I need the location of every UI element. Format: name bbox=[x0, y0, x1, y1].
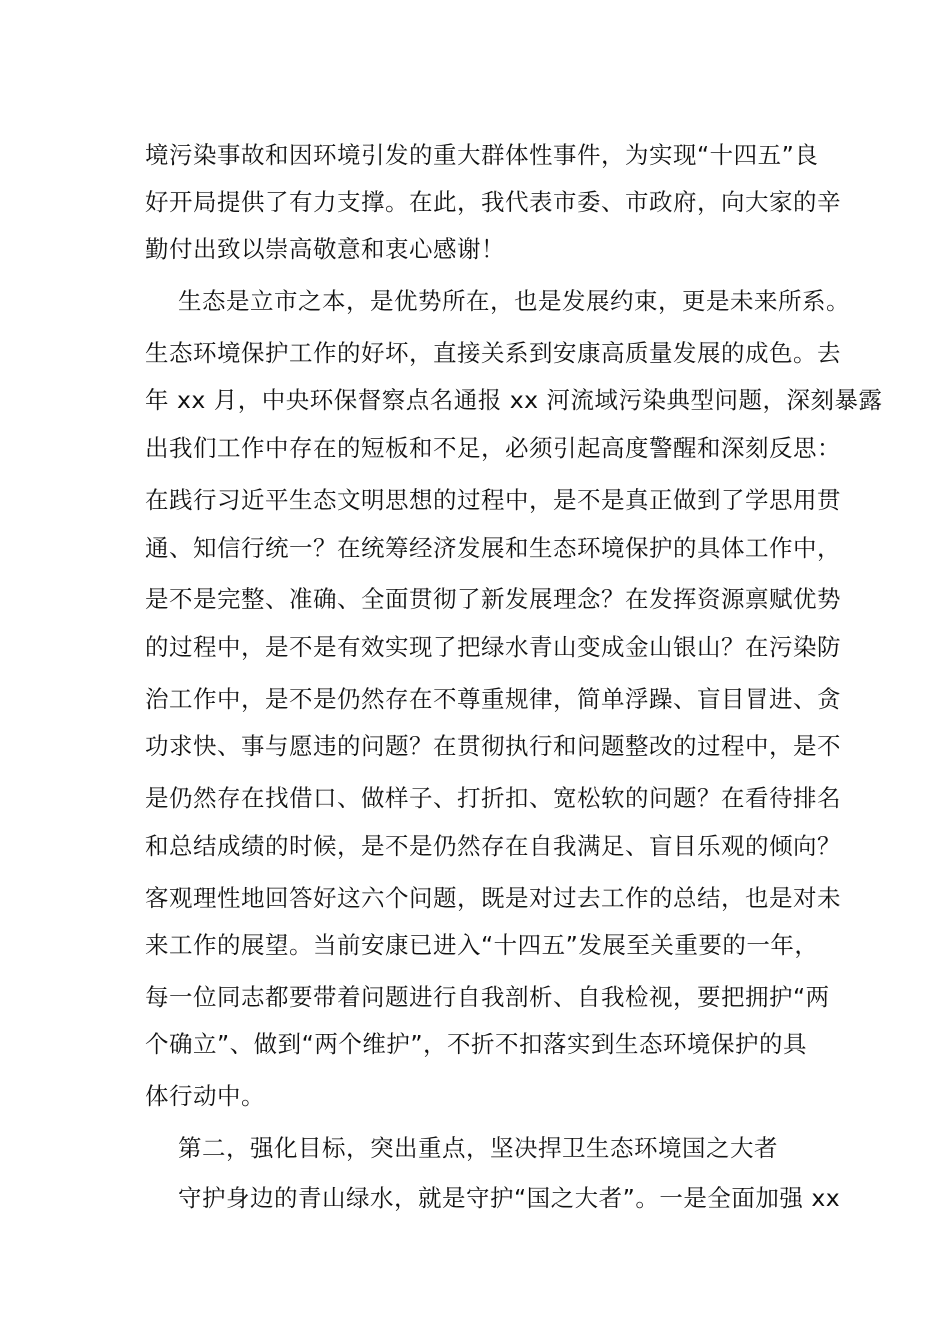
text-line: 治工作中，是不是仍然存在不尊重规律，简单浮躁、盲目冒进、贪 bbox=[145, 685, 841, 713]
text-line: 生态环境保护工作的好坏，直接关系到安康高质量发展的成色。去 bbox=[145, 339, 841, 367]
section-heading: 第二，强化目标，突出重点，坚决捍卫生态环境国之大者 bbox=[178, 1134, 778, 1162]
text-line: 的过程中，是不是有效实现了把绿水青山变成金山银山？在污染防 bbox=[145, 633, 841, 661]
text-line: 境污染事故和因环境引发的重大群体性事件，为实现“十四五”良 bbox=[145, 141, 819, 169]
text-line: 是不是完整、准确、全面贯彻了新发展理念？在发挥资源禀赋优势 bbox=[145, 585, 841, 613]
text-line: 是仍然存在找借口、做样子、打折扣、宽松软的问题？在看待排名 bbox=[145, 784, 841, 812]
text-line: 体行动中。 bbox=[145, 1082, 265, 1110]
text-line: 好开局提供了有力支撑。在此，我代表市委、市政府，向大家的辛 bbox=[145, 188, 841, 216]
text-line: 来工作的展望。当前安康已进入“十四五”发展至关重要的一年， bbox=[145, 931, 819, 959]
text-line: 功求快、事与愿违的问题？在贯彻执行和问题整改的过程中，是不 bbox=[145, 732, 841, 760]
text-line: 勤付出致以崇高敬意和衷心感谢！ bbox=[145, 235, 505, 263]
text-line: 每一位同志都要带着问题进行自我剖析、自我检视，要把拥护“两 bbox=[145, 983, 830, 1011]
text-line: 和总结成绩的时候，是不是仍然存在自我满足、盲目乐观的倾向？ bbox=[145, 832, 841, 860]
text-line: 出我们工作中存在的短板和不足，必须引起高度警醒和深刻反思： bbox=[145, 434, 841, 462]
text-line: 年 xx 月，中央环保督察点名通报 xx 河流域污染典型问题，深刻暴露 bbox=[145, 386, 883, 414]
text-line: 生态是立市之本，是优势所在，也是发展约束，更是未来所系。 bbox=[178, 287, 850, 315]
text-line: 通、知信行统一？在统筹经济发展和生态环境保护的具体工作中， bbox=[145, 534, 841, 562]
text-line: 守护身边的青山绿水，就是守护“国之大者”。一是全面加强 xx bbox=[178, 1184, 841, 1212]
text-line: 客观理性地回答好这六个问题，既是对过去工作的总结，也是对未 bbox=[145, 884, 841, 912]
text-line: 个确立”、做到“两个维护”，不折不扣落实到生态环境保护的具 bbox=[145, 1030, 808, 1058]
text-line: 在践行习近平生态文明思想的过程中，是不是真正做到了学思用贯 bbox=[145, 486, 841, 514]
